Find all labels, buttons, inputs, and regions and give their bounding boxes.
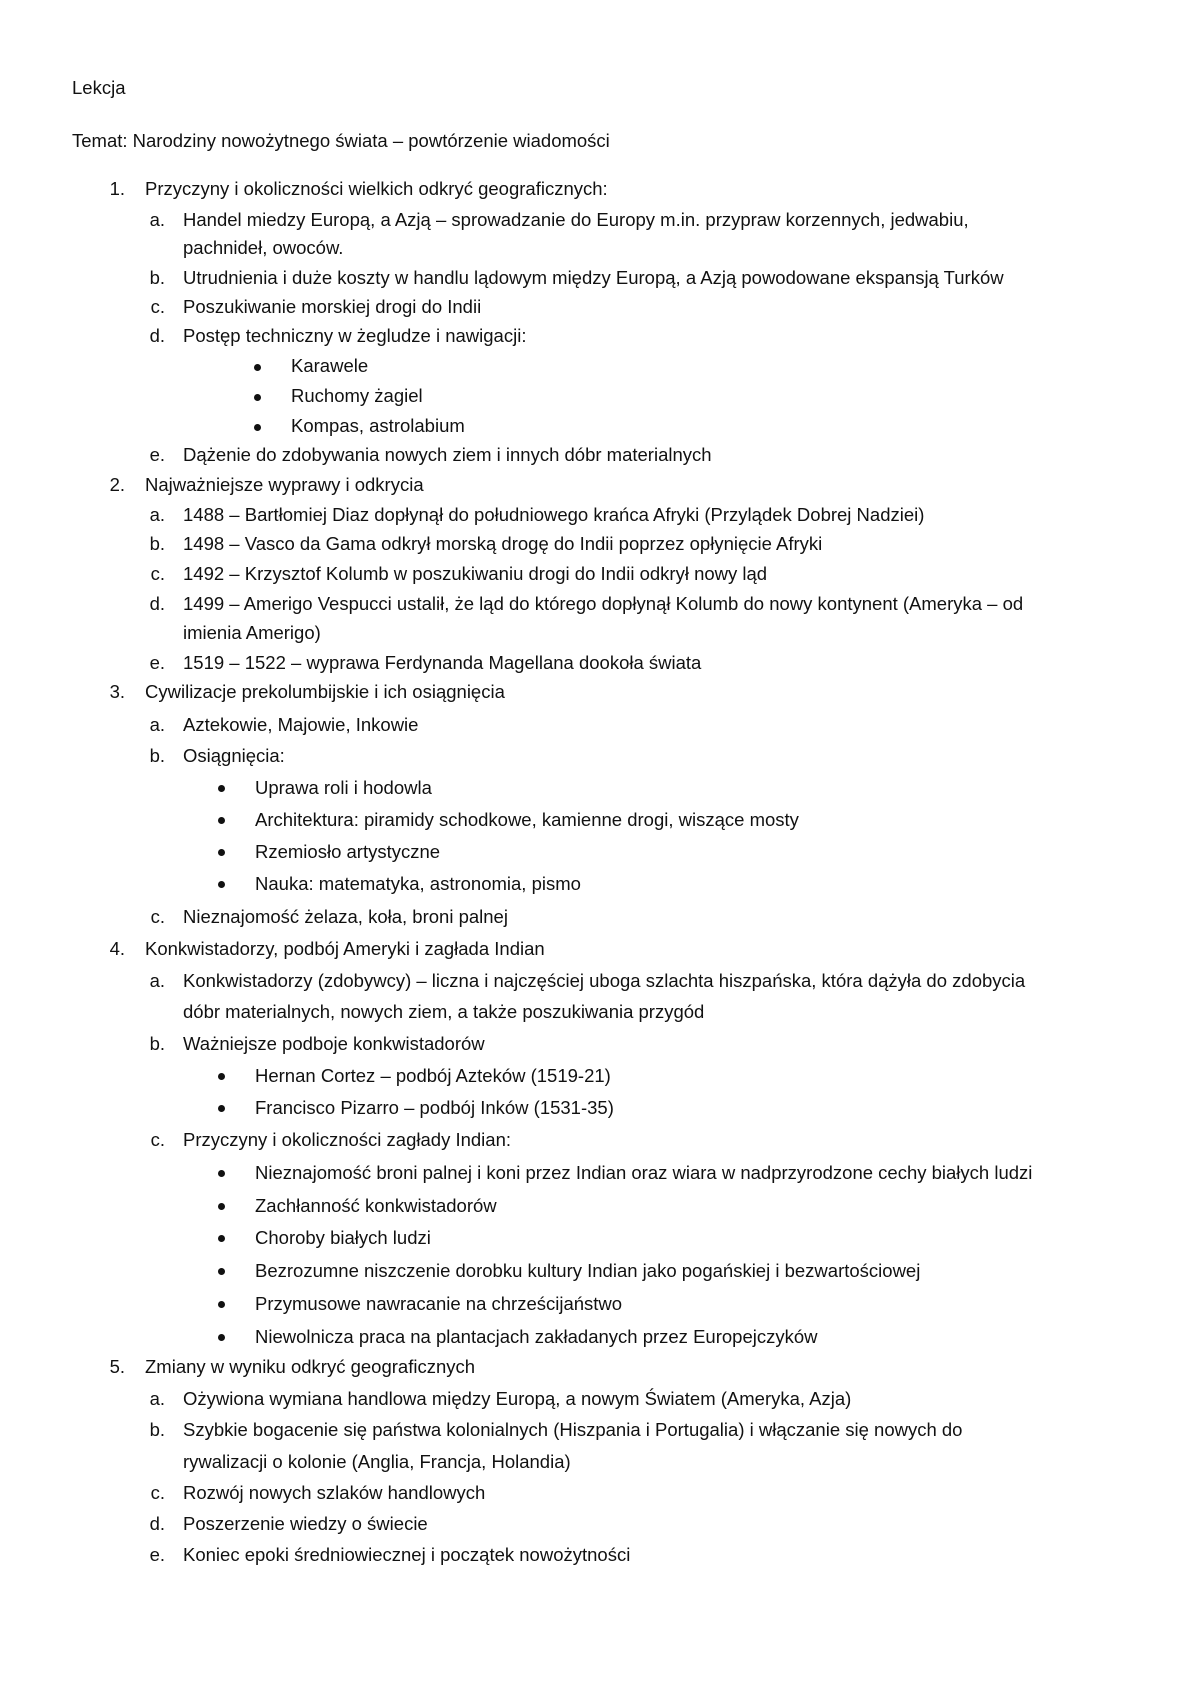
list-item: Szybkie bogacenie się państwa kolonialnych (Hiszpania i Portugalia) i włączanie się nowych do bbox=[183, 1419, 963, 1440]
list-item: Koniec epoki średniowiecznej i początek nowożytności bbox=[183, 1544, 631, 1565]
bullet-item: Kompas, astrolabium bbox=[291, 415, 465, 436]
section-number: 3. bbox=[109, 681, 125, 702]
bullet-item: Architektura: piramidy schodkowe, kamienne drogi, wiszące mosty bbox=[255, 809, 799, 830]
bullet-item: Francisco Pizarro – podbój Inków (1531-35) bbox=[255, 1097, 614, 1118]
list-item: 1498 – Vasco da Gama odkrył morską drogę do Indii poprzez opłynięcie Afryki bbox=[183, 533, 823, 554]
item-marker: d. bbox=[149, 1513, 165, 1534]
item-marker: b. bbox=[149, 1419, 165, 1440]
list-item: Rozwój nowych szlaków handlowych bbox=[183, 1482, 486, 1503]
list-item: 1488 – Bartłomiej Diaz dopłynął do południowego krańca Afryki (Przylądek Dobrej Nadziei) bbox=[183, 504, 925, 525]
bullet-item: Przymusowe nawracanie na chrześcijaństwo bbox=[255, 1293, 623, 1314]
bullet-icon bbox=[254, 424, 261, 431]
item-marker: a. bbox=[149, 714, 165, 735]
bullet-item: Hernan Cortez – podbój Azteków (1519-21) bbox=[255, 1065, 611, 1086]
bullet-item: Bezrozumne niszczenie dorobku kultury Indian jako pogańskiej i bezwartościowej bbox=[255, 1260, 921, 1281]
bullet-icon bbox=[218, 1203, 225, 1210]
bullet-item: Uprawa roli i hodowla bbox=[255, 777, 432, 798]
item-marker: e. bbox=[149, 1544, 165, 1565]
bullet-icon bbox=[254, 394, 261, 401]
list-item: Postęp techniczny w żegludze i nawigacji: bbox=[183, 325, 527, 346]
list-item: Konkwistadorzy (zdobywcy) – liczna i najczęściej uboga szlachta hiszpańska, która dążyła do zdobycia bbox=[183, 970, 1026, 991]
item-marker: a. bbox=[149, 209, 165, 230]
list-item-continuation: rywalizacji o kolonie (Anglia, Francja, Holandia) bbox=[183, 1451, 571, 1472]
list-item: Utrudnienia i duże koszty w handlu lądowym między Europą, a Azją powodowane ekspansją Turków bbox=[183, 267, 1004, 288]
bullet-item: Rzemiosło artystyczne bbox=[255, 841, 441, 862]
bullet-item: Nauka: matematyka, astronomia, pismo bbox=[255, 873, 581, 894]
doc-topic: Temat: Narodziny nowożytnego świata – powtórzenie wiadomości bbox=[72, 130, 610, 151]
item-marker: a. bbox=[149, 1388, 165, 1409]
list-item-continuation: dóbr materialnych, nowych ziem, a także poszukiwania przygód bbox=[183, 1001, 705, 1022]
item-marker: e. bbox=[149, 444, 165, 465]
section-number: 2. bbox=[109, 474, 125, 495]
bullet-icon bbox=[218, 849, 225, 856]
bullet-icon bbox=[218, 1268, 225, 1275]
bullet-icon bbox=[218, 1073, 225, 1080]
bullet-icon bbox=[254, 364, 261, 371]
bullet-item: Niewolnicza praca na plantacjach zakładanych przez Europejczyków bbox=[255, 1326, 818, 1347]
list-item-continuation: imienia Amerigo) bbox=[183, 622, 321, 643]
item-marker: c. bbox=[150, 906, 165, 927]
list-item: Nieznajomość żelaza, koła, broni palnej bbox=[183, 906, 508, 927]
list-item: Handel miedzy Europą, a Azją – sprowadzanie do Europy m.in. przypraw korzennych, jedwabiu, bbox=[183, 209, 969, 230]
section-number: 5. bbox=[109, 1356, 125, 1377]
bullet-item: Karawele bbox=[291, 355, 369, 376]
item-marker: b. bbox=[149, 1033, 165, 1054]
bullet-icon bbox=[218, 1301, 225, 1308]
item-marker: c. bbox=[150, 296, 165, 317]
item-marker: e. bbox=[149, 652, 165, 673]
list-item: Dążenie do zdobywania nowych ziem i innych dóbr materialnych bbox=[183, 444, 712, 465]
item-marker: d. bbox=[149, 325, 165, 346]
item-marker: a. bbox=[149, 970, 165, 991]
item-marker: b. bbox=[149, 267, 165, 288]
section-title: Konkwistadorzy, podbój Ameryki i zagłada Indian bbox=[145, 938, 545, 959]
section-title: Przyczyny i okoliczności wielkich odkryć geograficznych: bbox=[145, 178, 608, 199]
list-item: Ożywiona wymiana handlowa między Europą, a nowym Światem (Ameryka, Azja) bbox=[183, 1388, 852, 1409]
list-item: Poszukiwanie morskiej drogi do Indii bbox=[183, 296, 482, 317]
list-item-continuation: pachnideł, owoców. bbox=[183, 237, 344, 258]
bullet-item: Zachłanność konkwistadorów bbox=[255, 1195, 497, 1216]
bullet-icon bbox=[218, 1170, 225, 1177]
item-marker: b. bbox=[149, 533, 165, 554]
section-number: 1. bbox=[109, 178, 125, 199]
bullet-icon bbox=[218, 817, 225, 824]
section-title: Cywilizacje prekolumbijskie i ich osiągnięcia bbox=[145, 681, 505, 702]
item-marker: c. bbox=[150, 563, 165, 584]
bullet-icon bbox=[218, 1334, 225, 1341]
item-marker: a. bbox=[149, 504, 165, 525]
bullet-icon bbox=[218, 785, 225, 792]
bullet-icon bbox=[218, 1235, 225, 1242]
section-number: 4. bbox=[109, 938, 125, 959]
bullet-icon bbox=[218, 881, 225, 888]
section-title: Zmiany w wyniku odkryć geograficznych bbox=[145, 1356, 476, 1377]
list-item: Ważniejsze podboje konkwistadorów bbox=[183, 1033, 485, 1054]
item-marker: d. bbox=[149, 593, 165, 614]
item-marker: b. bbox=[149, 745, 165, 766]
bullet-item: Nieznajomość broni palnej i koni przez Indian oraz wiara w nadprzyrodzone cechy białych ludzi bbox=[255, 1162, 1033, 1183]
list-item: Przyczyny i okoliczności zagłady Indian: bbox=[183, 1129, 512, 1150]
bullet-icon bbox=[218, 1105, 225, 1112]
list-item: Poszerzenie wiedzy o świecie bbox=[183, 1513, 428, 1534]
list-item: Aztekowie, Majowie, Inkowie bbox=[183, 714, 419, 735]
section-title: Najważniejsze wyprawy i odkrycia bbox=[145, 474, 424, 495]
list-item: 1492 – Krzysztof Kolumb w poszukiwaniu drogi do Indii odkrył nowy ląd bbox=[183, 563, 768, 584]
bullet-item: Choroby białych ludzi bbox=[255, 1227, 431, 1248]
list-item: 1519 – 1522 – wyprawa Ferdynanda Magellana dookoła świata bbox=[183, 652, 702, 673]
list-item: Osiągnięcia: bbox=[183, 745, 285, 766]
doc-title: Lekcja bbox=[72, 77, 126, 98]
item-marker: c. bbox=[150, 1482, 165, 1503]
item-marker: c. bbox=[150, 1129, 165, 1150]
bullet-item: Ruchomy żagiel bbox=[291, 385, 423, 406]
list-item: 1499 – Amerigo Vespucci ustalił, że ląd do którego dopłynął Kolumb do nowy kontynent (Ameryka – od bbox=[183, 593, 1024, 614]
